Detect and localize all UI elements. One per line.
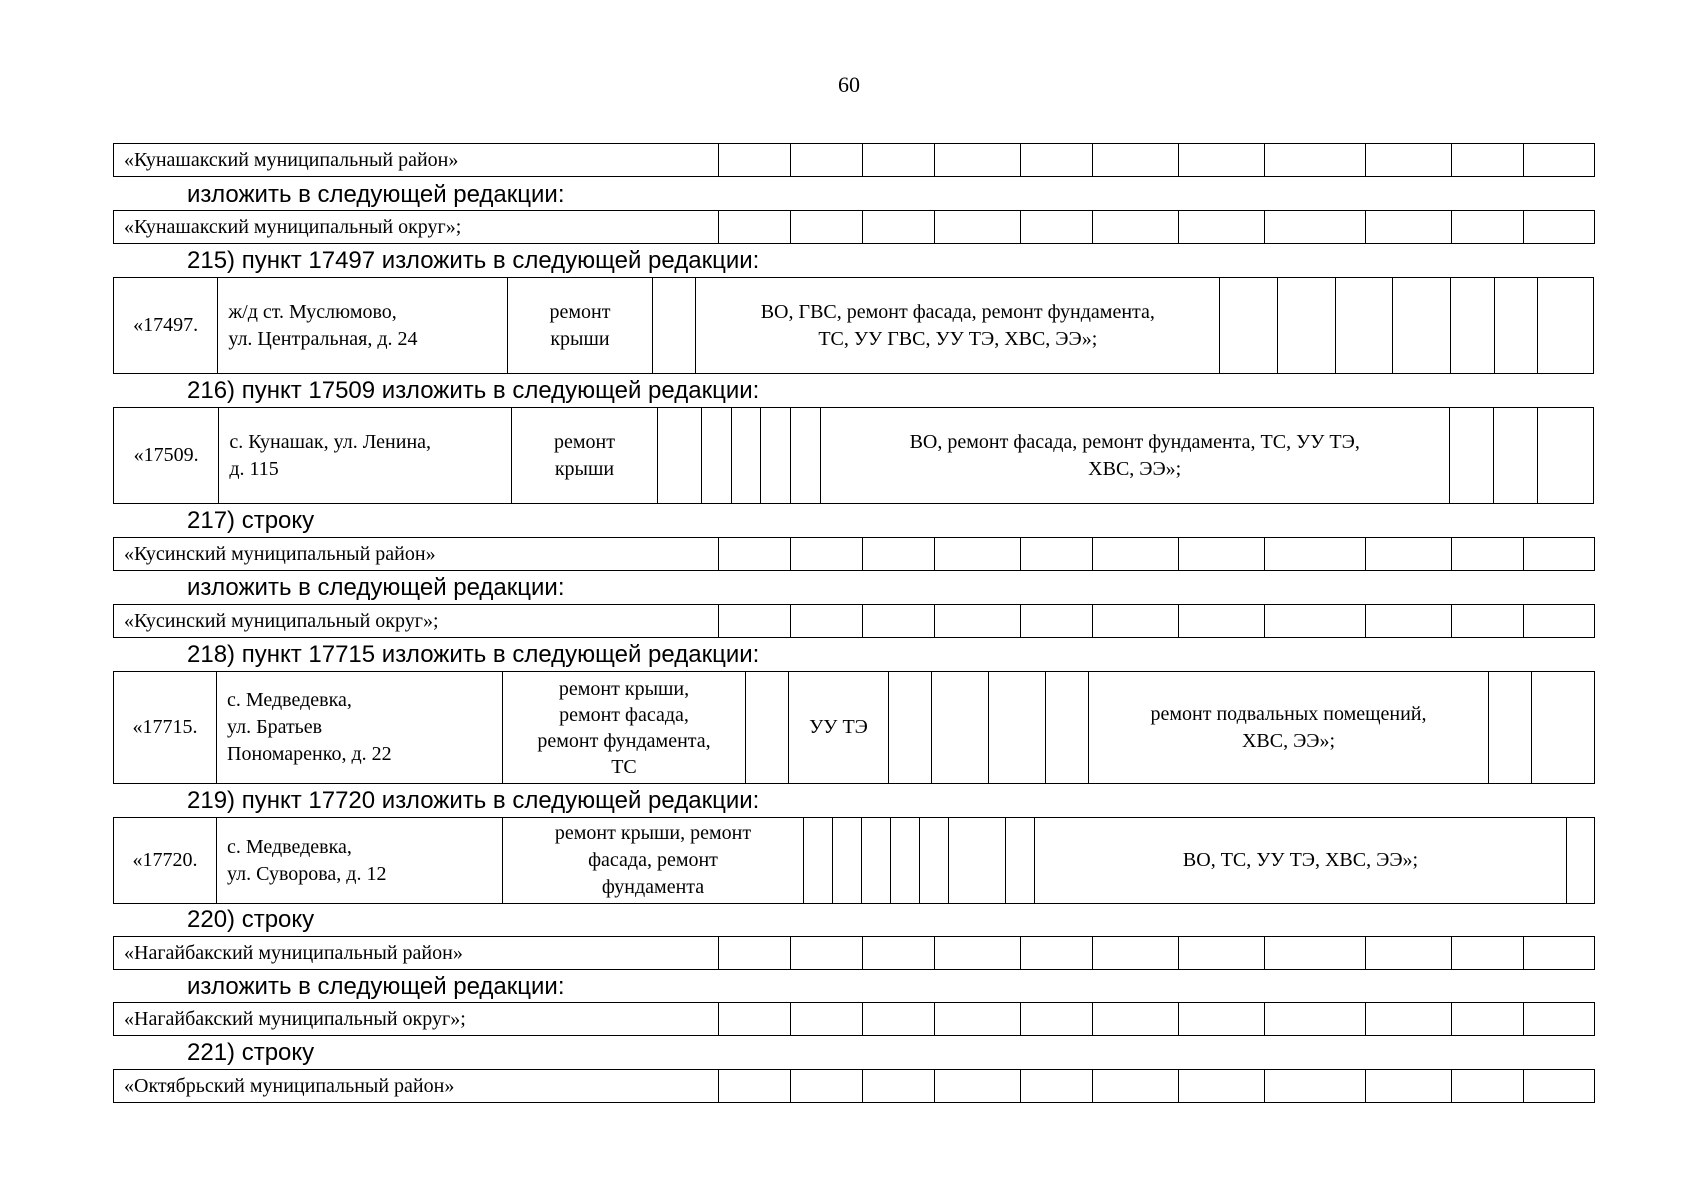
uute-cell: УУ ТЭ <box>789 672 889 784</box>
district-row-kusa-new <box>113 604 1595 638</box>
address-cell: с. Медведевка, ул. Братьев Пономаренко, д. 22 <box>217 672 503 784</box>
district-name: «Кунашакский муниципальный район» <box>114 144 719 177</box>
district-row-kusa-old <box>113 537 1595 571</box>
instruction-text: изложить в следующей редакции: <box>187 181 565 208</box>
work-type-cell: ремонт крыши, ремонт фасада, ремонт фундамента, ТС <box>503 672 746 784</box>
page-number: 60 <box>838 72 860 97</box>
table-row-17720 <box>113 817 1595 904</box>
work-type-cell: ремонт крыши <box>508 278 653 374</box>
instruction-text: 216) пункт 17509 изложить в следующей редакции: <box>187 377 760 404</box>
instruction-text: изложить в следующей редакции: <box>187 574 565 601</box>
instruction-text: 215) пункт 17497 изложить в следующей редакции: <box>187 247 760 274</box>
district-name: «Октябрьский муниципальный район» <box>114 1070 719 1103</box>
other-works-cell: ВО, ГВС, ремонт фасада, ремонт фундамента, ТС, УУ ГВС, УУ ТЭ, ХВС, ЭЭ»; <box>696 278 1220 374</box>
item-number: «17497. <box>114 278 218 374</box>
item-number: «17509. <box>114 408 219 504</box>
work-type-cell: ремонт крыши <box>511 408 657 504</box>
work-type-cell: ремонт крыши, ремонт фасада, ремонт фундамента <box>503 818 804 904</box>
district-row-nagaibak-old <box>113 936 1595 970</box>
district-row-oktyabr-old <box>113 1069 1595 1103</box>
table-row-17509 <box>113 407 1594 504</box>
district-name: «Нагайбакский муниципальный район» <box>114 937 719 970</box>
instruction-text: 219) пункт 17720 изложить в следующей редакции: <box>187 787 760 814</box>
address-cell: ж/д ст. Муслюмово, ул. Центральная, д. 24 <box>218 278 508 374</box>
district-name: «Кусинский муниципальный округ»; <box>114 605 719 638</box>
instruction-text: 218) пункт 17715 изложить в следующей редакции: <box>187 641 760 668</box>
other-works-cell: ВО, ремонт фасада, ремонт фундамента, ТС, УУ ТЭ, ХВС, ЭЭ»; <box>820 408 1449 504</box>
other-works-cell: ремонт подвальных помещений, ХВС, ЭЭ»; <box>1089 672 1489 784</box>
district-row-kunashak-old <box>113 143 1595 177</box>
table-row-17497 <box>113 277 1594 374</box>
item-number: «17715. <box>114 672 217 784</box>
address-cell: с. Медведевка, ул. Суворова, д. 12 <box>217 818 503 904</box>
address-cell: с. Кунашак, ул. Ленина, д. 115 <box>219 408 512 504</box>
instruction-text: 217) строку <box>187 507 315 534</box>
instruction-text: 220) строку <box>187 906 315 933</box>
item-number: «17720. <box>114 818 217 904</box>
district-row-nagaibak-new <box>113 1002 1595 1036</box>
district-name: «Нагайбакский муниципальный округ»; <box>114 1003 719 1036</box>
instruction-text: 221) строку <box>187 1039 315 1066</box>
other-works-cell: ВО, ТС, УУ ТЭ, ХВС, ЭЭ»; <box>1035 818 1567 904</box>
table-row-17715 <box>113 671 1595 784</box>
district-row-kunashak-new <box>113 210 1595 244</box>
district-name: «Кусинский муниципальный район» <box>114 538 719 571</box>
district-name: «Кунашакский муниципальный округ»; <box>114 211 719 244</box>
instruction-text: изложить в следующей редакции: <box>187 973 565 1000</box>
